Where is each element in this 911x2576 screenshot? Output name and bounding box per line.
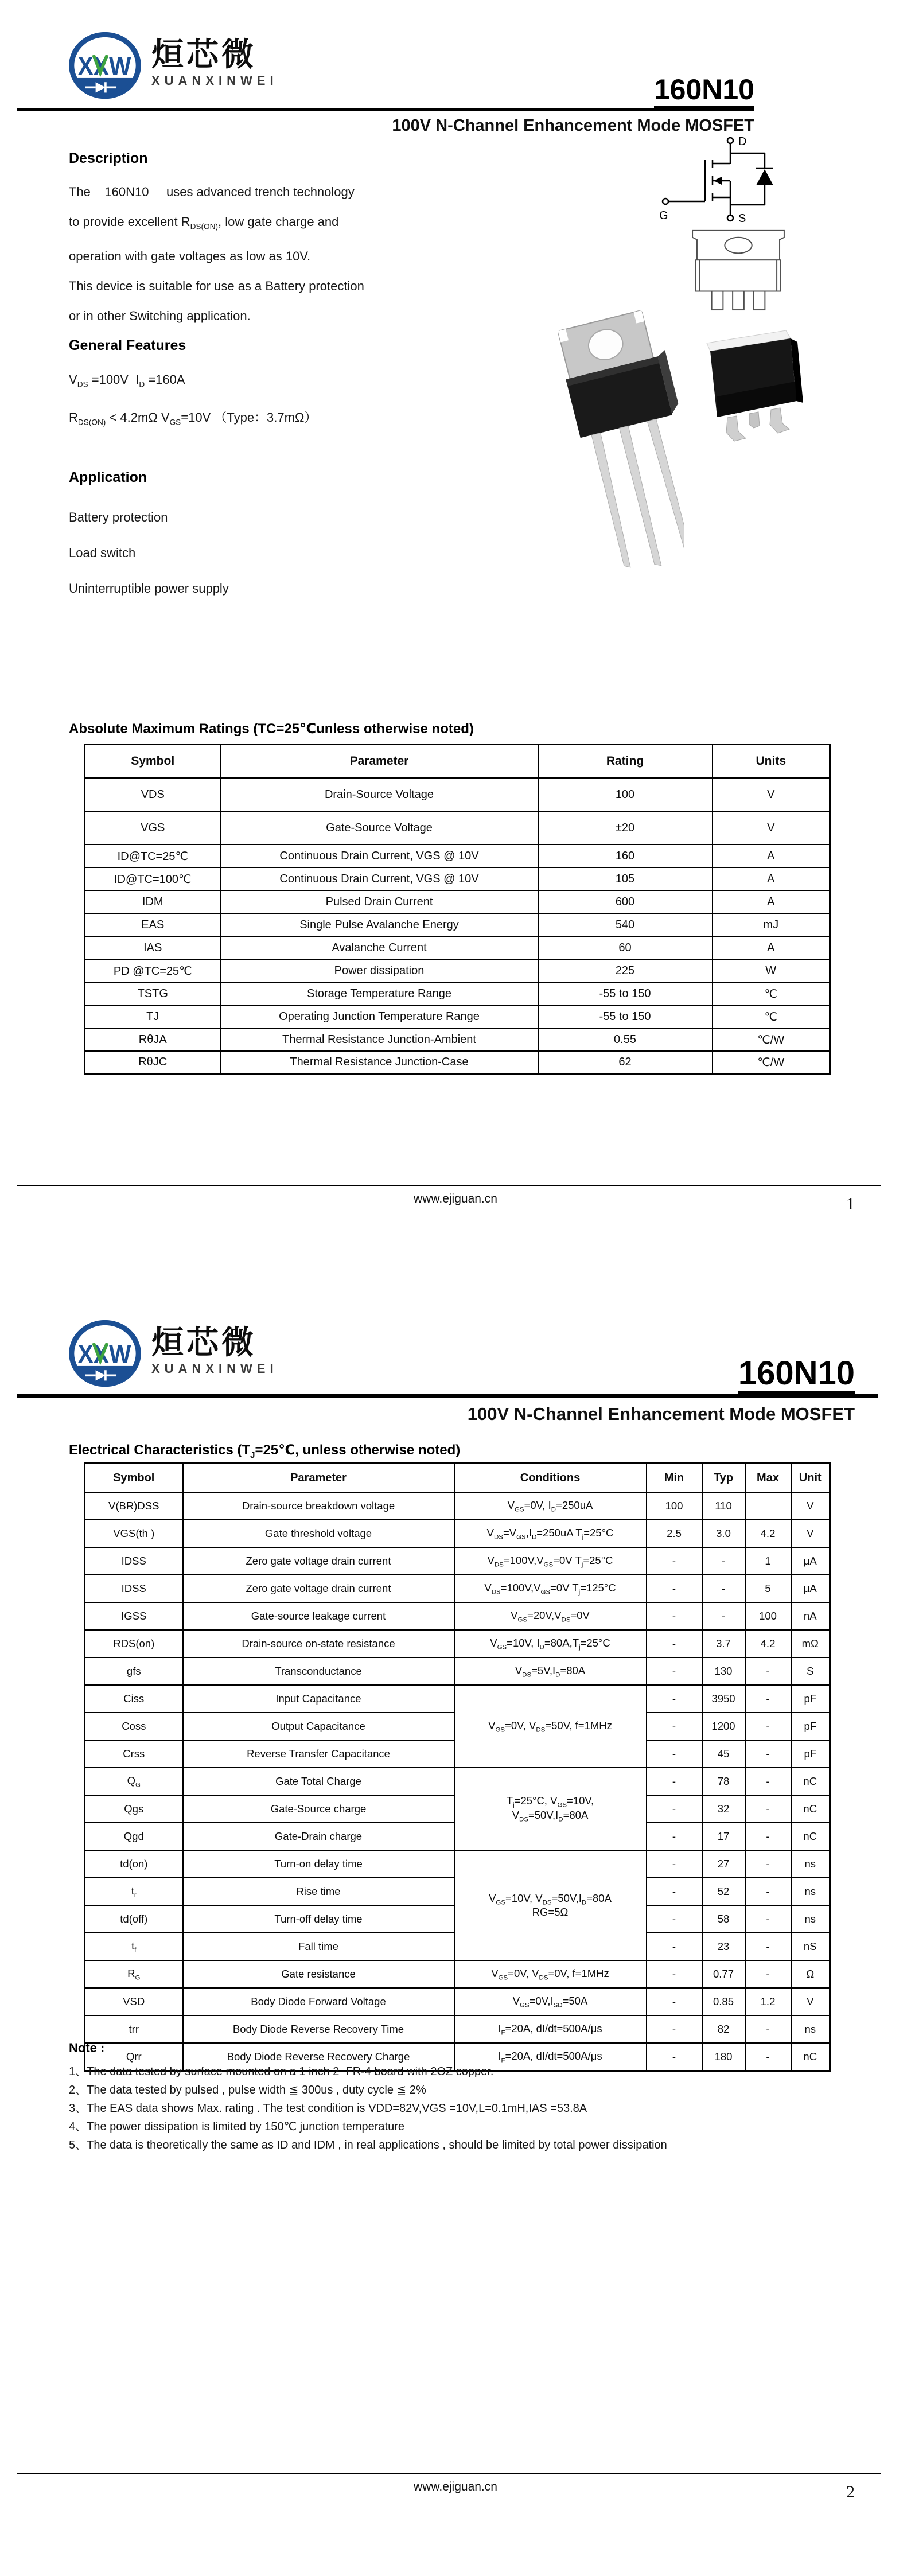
ec-symbol-cell: RDS(on) bbox=[85, 1630, 183, 1657]
ec-unit-cell: ns bbox=[791, 1905, 830, 1933]
ec-parameter-cell: Transconductance bbox=[183, 1657, 454, 1685]
note-item: 5、The data is theoretically the same as ID and IDM , in real applications , should be limited by total power dissipation bbox=[69, 2139, 667, 2151]
ec-row bbox=[85, 1988, 830, 2015]
ec-conditions-cell: $V_{GS}=0V$, $V_{DS}=0V$, f=1MHz bbox=[454, 1960, 647, 1988]
ec-unit-cell: V bbox=[791, 1988, 830, 2015]
amr-row bbox=[85, 867, 830, 890]
ec-row bbox=[85, 1630, 830, 1657]
ec-parameter-cell: Drain-source breakdown voltage bbox=[183, 1492, 454, 1520]
ec-conditions-cell: $V_{DS}=V_{GS},I_D=250uA$ $T_j=25^\circ C$ bbox=[454, 1520, 647, 1547]
amr-units-cell: A bbox=[713, 890, 830, 913]
amr-header-parameter: Parameter bbox=[221, 745, 538, 779]
application-body bbox=[69, 500, 562, 606]
amr-rating-cell: 0.55 bbox=[538, 1028, 713, 1051]
ec-conditions-cell: $V_{DS}=100V,V_{GS}=0V$ $T_j=25^\circ C$ bbox=[454, 1547, 647, 1575]
ec-unit-cell: ns bbox=[791, 2015, 830, 2043]
ec-symbol-cell: td(off) bbox=[85, 1905, 183, 1933]
to220-package-photo bbox=[550, 310, 684, 591]
ec-unit-cell: nA bbox=[791, 1602, 830, 1630]
ec-header-unit: Unit bbox=[791, 1464, 830, 1493]
amr-header-units: Units bbox=[713, 745, 830, 779]
header-rule bbox=[17, 108, 754, 111]
general-features-heading: General Features bbox=[69, 337, 186, 353]
description-body bbox=[69, 177, 562, 331]
ec-max-cell: - bbox=[745, 1713, 791, 1740]
body-diode-icon bbox=[756, 169, 773, 185]
feature-line: $R_{DS(ON)} < 4.2m\Omega$ $V_{GS}=10V$ （Type：3.7mΩ） bbox=[69, 410, 317, 427]
ec-min-cell: - bbox=[647, 1823, 702, 1850]
application-section bbox=[69, 469, 562, 606]
ec-row bbox=[85, 1575, 830, 1602]
amr-header-row bbox=[85, 745, 830, 779]
source-pin-label: S bbox=[738, 212, 746, 225]
amr-rating-cell: 160 bbox=[538, 845, 713, 867]
company-logo bbox=[64, 29, 278, 103]
ec-max-cell: - bbox=[745, 1905, 791, 1933]
ec-max-cell: - bbox=[745, 1768, 791, 1795]
ec-max-cell: - bbox=[745, 1960, 791, 1988]
gate-pin-label: G bbox=[659, 209, 668, 222]
amr-row bbox=[85, 811, 830, 845]
ec-min-cell: - bbox=[647, 1630, 702, 1657]
ec-typ-cell: 110 bbox=[702, 1492, 745, 1520]
ec-unit-cell: ns bbox=[791, 1878, 830, 1905]
ec-header-conditions: Conditions bbox=[454, 1464, 647, 1493]
ec-min-cell: - bbox=[647, 1905, 702, 1933]
amr-rating-cell: ±20 bbox=[538, 811, 713, 845]
ec-symbol-cell: td(on) bbox=[85, 1850, 183, 1878]
amr-rating-cell: 600 bbox=[538, 890, 713, 913]
brand-name-cn: 烜芯微 bbox=[151, 1324, 256, 1360]
ec-row bbox=[85, 1520, 830, 1547]
amr-parameter-cell: Gate-Source Voltage bbox=[221, 811, 538, 845]
amr-symbol-cell: ID@TC=25℃ bbox=[85, 845, 221, 867]
ec-symbol-cell: $t_f$ bbox=[85, 1933, 183, 1960]
ec-conditions-cell: $T_j=25^\circ C$, $V_{GS}=10V$, $V_{DS}=50V,I_D=80A$ bbox=[454, 1768, 647, 1850]
note-item: 1、The data tested by surface mounted on a 1 inch 2 FR-4 board with 2OZ copper. bbox=[69, 2065, 494, 2078]
ec-typ-cell: 58 bbox=[702, 1905, 745, 1933]
ec-min-cell: - bbox=[647, 1547, 702, 1575]
ec-min-cell: - bbox=[647, 1933, 702, 1960]
ec-min-cell: 100 bbox=[647, 1492, 702, 1520]
amr-row bbox=[85, 913, 830, 936]
ec-max-cell: - bbox=[745, 1795, 791, 1823]
ec-conditions-cell: $V_{GS}=0V$, $V_{DS}=50V$, f=1MHz bbox=[454, 1685, 647, 1768]
notes-list bbox=[69, 2063, 872, 2154]
amr-units-cell: W bbox=[713, 959, 830, 982]
brand-name-en: XUANXINWEI bbox=[151, 1361, 278, 1376]
ec-symbol-cell: Ciss bbox=[85, 1685, 183, 1713]
ec-symbol-cell: Crss bbox=[85, 1740, 183, 1768]
amr-table-title: Absolute Maximum Ratings (TC=25℃unless otherwise noted) bbox=[69, 721, 474, 737]
ec-max-cell: 1.2 bbox=[745, 1988, 791, 2015]
ec-typ-cell: 78 bbox=[702, 1768, 745, 1795]
ec-min-cell: - bbox=[647, 1850, 702, 1878]
amr-rating-cell: 60 bbox=[538, 936, 713, 959]
ec-row bbox=[85, 2015, 830, 2043]
amr-rating-cell: -55 to 150 bbox=[538, 982, 713, 1005]
ec-min-cell: - bbox=[647, 1740, 702, 1768]
ec-conditions-cell: $V_{DS}=100V,V_{GS}=0V$ $T_j=125^\circ C$ bbox=[454, 1575, 647, 1602]
ec-typ-cell: 82 bbox=[702, 2015, 745, 2043]
amr-parameter-cell: Thermal Resistance Junction-Ambient bbox=[221, 1028, 538, 1051]
ec-unit-cell: μA bbox=[791, 1547, 830, 1575]
brand-name-cn: 烜芯微 bbox=[151, 36, 256, 72]
ec-unit-cell: V bbox=[791, 1492, 830, 1520]
amr-units-cell: V bbox=[713, 778, 830, 811]
amr-parameter-cell: Pulsed Drain Current bbox=[221, 890, 538, 913]
description-line: operation with gate voltages as low as 10V. bbox=[69, 249, 311, 264]
amr-parameter-cell: Single Pulse Avalanche Energy bbox=[221, 913, 538, 936]
ec-parameter-cell: Gate Total Charge bbox=[183, 1768, 454, 1795]
brand-text bbox=[151, 1325, 278, 1376]
ec-unit-cell: Ω bbox=[791, 1960, 830, 1988]
amr-parameter-cell: Storage Temperature Range bbox=[221, 982, 538, 1005]
ec-parameter-cell: Body Diode Reverse Recovery Charge bbox=[183, 2043, 454, 2071]
ec-typ-cell: 180 bbox=[702, 2043, 745, 2071]
brand-name-en: XUANXINWEI bbox=[151, 73, 278, 88]
amr-units-cell: ℃ bbox=[713, 982, 830, 1005]
ec-table-title: Electrical Characteristics ($T_J=25℃$, unless otherwise noted) bbox=[69, 1442, 461, 1460]
feature-line: $V_{DS} =100V$ $I_D =160A$ bbox=[69, 372, 185, 389]
ec-max-cell: - bbox=[745, 1850, 791, 1878]
ec-max-cell: - bbox=[745, 1823, 791, 1850]
device-subtitle: 100V N-Channel Enhancement Mode MOSFET bbox=[392, 116, 754, 135]
ec-max-cell: 4.2 bbox=[745, 1520, 791, 1547]
ec-symbol-cell: IGSS bbox=[85, 1602, 183, 1630]
amr-row bbox=[85, 936, 830, 959]
ec-symbol-cell: Qgd bbox=[85, 1823, 183, 1850]
ec-symbol-cell: Coss bbox=[85, 1713, 183, 1740]
ec-parameter-cell: Body Diode Forward Voltage bbox=[183, 1988, 454, 2015]
ec-typ-cell: 45 bbox=[702, 1740, 745, 1768]
ec-conditions-cell: $V_{DS}=5V,I_D=80A$ bbox=[454, 1657, 647, 1685]
ec-unit-cell: pF bbox=[791, 1685, 830, 1713]
ec-typ-cell: 1200 bbox=[702, 1713, 745, 1740]
amr-parameter-cell: Continuous Drain Current, VGS @ 10V bbox=[221, 867, 538, 890]
ec-unit-cell: nC bbox=[791, 1768, 830, 1795]
ec-typ-cell: 52 bbox=[702, 1878, 745, 1905]
amr-parameter-cell: Continuous Drain Current, VGS @ 10V bbox=[221, 845, 538, 867]
page-number: 1 bbox=[846, 1194, 855, 1213]
ec-typ-cell: 27 bbox=[702, 1850, 745, 1878]
to263-package-photo bbox=[694, 317, 806, 472]
drain-pin-label: D bbox=[738, 135, 747, 148]
amr-units-cell: ℃/W bbox=[713, 1028, 830, 1051]
ec-typ-cell: 3.0 bbox=[702, 1520, 745, 1547]
footer-rule bbox=[17, 1185, 881, 1186]
amr-rating-cell: 540 bbox=[538, 913, 713, 936]
page-number: 2 bbox=[846, 2482, 855, 2501]
ec-unit-cell: nC bbox=[791, 1823, 830, 1850]
ec-min-cell: - bbox=[647, 1768, 702, 1795]
ec-conditions-cell: $V_{GS}=0V$, $I_D=250uA$ bbox=[454, 1492, 647, 1520]
amr-header-symbol: Symbol bbox=[85, 745, 221, 779]
amr-symbol-cell: EAS bbox=[85, 913, 221, 936]
ec-typ-cell: 23 bbox=[702, 1933, 745, 1960]
ec-max-cell: - bbox=[745, 1685, 791, 1713]
ec-unit-cell: pF bbox=[791, 1713, 830, 1740]
amr-symbol-cell: RθJC bbox=[85, 1051, 221, 1074]
amr-row bbox=[85, 778, 830, 811]
amr-parameter-cell: Thermal Resistance Junction-Case bbox=[221, 1051, 538, 1074]
general-features-section bbox=[69, 337, 562, 439]
ec-parameter-cell: Rise time bbox=[183, 1878, 454, 1905]
note-item: 3、The EAS data shows Max. rating . The test condition is VDD=82V,VGS =10V,L=0.1mH,IAS =53.8A bbox=[69, 2102, 587, 2115]
amr-row bbox=[85, 982, 830, 1005]
ec-row bbox=[85, 1960, 830, 1988]
xxw-diode-logo-icon bbox=[64, 1317, 146, 1391]
company-logo bbox=[64, 1317, 278, 1391]
ec-unit-cell: S bbox=[791, 1657, 830, 1685]
header-rule bbox=[17, 1394, 878, 1398]
ec-row bbox=[85, 1657, 830, 1685]
ec-row bbox=[85, 1492, 830, 1520]
ec-symbol-cell: $Q_G$ bbox=[85, 1768, 183, 1795]
application-line: Load switch bbox=[69, 546, 136, 560]
ec-parameter-cell: Gate resistance bbox=[183, 1960, 454, 1988]
ec-min-cell: - bbox=[647, 1988, 702, 2015]
ec-parameter-cell: Gate-Drain charge bbox=[183, 1823, 454, 1850]
ec-unit-cell: pF bbox=[791, 1740, 830, 1768]
ec-symbol-cell: Qgs bbox=[85, 1795, 183, 1823]
ec-symbol-cell: V(BR)DSS bbox=[85, 1492, 183, 1520]
amr-row bbox=[85, 1005, 830, 1028]
ec-conditions-cell: $V_{GS}=20V,V_{DS}=0V$ bbox=[454, 1602, 647, 1630]
ec-max-cell: 5 bbox=[745, 1575, 791, 1602]
ec-symbol-cell: IDSS bbox=[85, 1575, 183, 1602]
ec-symbol-cell: trr bbox=[85, 2015, 183, 2043]
ec-unit-cell: μA bbox=[791, 1575, 830, 1602]
ec-parameter-cell: Gate-source leakage current bbox=[183, 1602, 454, 1630]
ec-symbol-cell: $t_r$ bbox=[85, 1878, 183, 1905]
electrical-characteristics-table bbox=[84, 1462, 831, 2072]
amr-units-cell: ℃/W bbox=[713, 1051, 830, 1074]
ec-typ-cell: 130 bbox=[702, 1657, 745, 1685]
ec-unit-cell: V bbox=[791, 1520, 830, 1547]
ec-max-cell: - bbox=[745, 2043, 791, 2071]
ec-min-cell: - bbox=[647, 1960, 702, 1988]
amr-units-cell: mJ bbox=[713, 913, 830, 936]
part-number: 160N10 bbox=[654, 75, 754, 109]
amr-symbol-cell: VGS bbox=[85, 811, 221, 845]
ec-unit-cell: mΩ bbox=[791, 1630, 830, 1657]
ec-min-cell: - bbox=[647, 1713, 702, 1740]
ec-conditions-cell: $V_{GS}=10V$, $V_{DS}=50V,I_D=80A$ RG=5Ω bbox=[454, 1850, 647, 1960]
ec-typ-cell: 17 bbox=[702, 1823, 745, 1850]
amr-symbol-cell: RθJA bbox=[85, 1028, 221, 1051]
footer-url: www.ejiguan.cn bbox=[414, 1192, 497, 1205]
ec-header-max: Max bbox=[745, 1464, 791, 1493]
application-heading: Application bbox=[69, 469, 147, 485]
description-line: This device is suitable for use as a Battery protection bbox=[69, 279, 364, 294]
ec-parameter-cell: Zero gate voltage drain current bbox=[183, 1547, 454, 1575]
ec-min-cell: - bbox=[647, 1878, 702, 1905]
notes-section bbox=[69, 2041, 872, 2154]
ec-conditions-cell: $V_{GS}=10V$, $I_D=80A,T_j=25^\circ C$ bbox=[454, 1630, 647, 1657]
description-line: or in other Switching application. bbox=[69, 309, 251, 324]
general-features-body bbox=[69, 363, 562, 439]
ec-row bbox=[85, 1685, 830, 1713]
ec-min-cell: - bbox=[647, 1575, 702, 1602]
ec-parameter-cell: Zero gate voltage drain current bbox=[183, 1575, 454, 1602]
ec-parameter-cell: Drain-source on-state resistance bbox=[183, 1630, 454, 1657]
ec-header-row bbox=[85, 1464, 830, 1493]
ec-min-cell: - bbox=[647, 1685, 702, 1713]
ec-max-cell: 1 bbox=[745, 1547, 791, 1575]
ec-row bbox=[85, 1602, 830, 1630]
amr-row bbox=[85, 1051, 830, 1074]
amr-rating-cell: 105 bbox=[538, 867, 713, 890]
amr-header-rating: Rating bbox=[538, 745, 713, 779]
ec-symbol-cell: gfs bbox=[85, 1657, 183, 1685]
device-subtitle: 100V N-Channel Enhancement Mode MOSFET bbox=[467, 1404, 855, 1424]
amr-units-cell: A bbox=[713, 845, 830, 867]
description-section bbox=[69, 150, 562, 331]
ec-min-cell: 2.5 bbox=[647, 1520, 702, 1547]
amr-rating-cell: -55 to 150 bbox=[538, 1005, 713, 1028]
ec-max-cell: - bbox=[745, 1933, 791, 1960]
amr-row bbox=[85, 890, 830, 913]
ec-unit-cell: nC bbox=[791, 1795, 830, 1823]
notes-heading: Note : bbox=[69, 2041, 105, 2055]
ec-typ-cell: 3950 bbox=[702, 1685, 745, 1713]
amr-symbol-cell: IAS bbox=[85, 936, 221, 959]
application-line: Uninterruptible power supply bbox=[69, 581, 229, 596]
description-heading: Description bbox=[69, 150, 148, 166]
amr-rating-cell: 100 bbox=[538, 778, 713, 811]
ec-max-cell: - bbox=[745, 1740, 791, 1768]
part-number: 160N10 bbox=[738, 1357, 855, 1395]
datasheet-page-2 bbox=[0, 1288, 911, 2576]
ec-typ-cell: - bbox=[702, 1575, 745, 1602]
ec-min-cell: - bbox=[647, 1602, 702, 1630]
ec-row bbox=[85, 1850, 830, 1878]
note-item: 2、The data tested by pulsed , pulse width ≦ 300us , duty cycle ≦ 2% bbox=[69, 2084, 426, 2096]
ec-max-cell: 4.2 bbox=[745, 1630, 791, 1657]
ec-parameter-cell: Fall time bbox=[183, 1933, 454, 1960]
ec-header-min: Min bbox=[647, 1464, 702, 1493]
amr-row bbox=[85, 845, 830, 867]
ec-typ-cell: - bbox=[702, 1547, 745, 1575]
ec-parameter-cell: Body Diode Reverse Recovery Time bbox=[183, 2015, 454, 2043]
ec-typ-cell: 3.7 bbox=[702, 1630, 745, 1657]
ec-typ-cell: 32 bbox=[702, 1795, 745, 1823]
ec-parameter-cell: Turn-off delay time bbox=[183, 1905, 454, 1933]
ec-max-cell: - bbox=[745, 1878, 791, 1905]
footer-url: www.ejiguan.cn bbox=[414, 2480, 497, 2493]
amr-symbol-cell: ID@TC=100℃ bbox=[85, 867, 221, 890]
ec-typ-cell: - bbox=[702, 1602, 745, 1630]
application-line: Battery protection bbox=[69, 510, 168, 524]
amr-parameter-cell: Power dissipation bbox=[221, 959, 538, 982]
xxw-diode-logo-icon bbox=[64, 29, 146, 103]
amr-units-cell: A bbox=[713, 936, 830, 959]
ec-max-cell bbox=[745, 1492, 791, 1520]
ec-row bbox=[85, 1547, 830, 1575]
ec-symbol-cell: VGS(th ) bbox=[85, 1520, 183, 1547]
ec-min-cell: - bbox=[647, 1657, 702, 1685]
footer-rule bbox=[17, 2473, 881, 2474]
ec-typ-cell: 0.85 bbox=[702, 1988, 745, 2015]
ec-parameter-cell: Output Capacitance bbox=[183, 1713, 454, 1740]
ec-max-cell: 100 bbox=[745, 1602, 791, 1630]
ec-symbol-cell: Qrr bbox=[85, 2043, 183, 2071]
amr-symbol-cell: TSTG bbox=[85, 982, 221, 1005]
mosfet-symbol-diagram bbox=[657, 135, 792, 227]
amr-rating-cell: 62 bbox=[538, 1051, 713, 1074]
ec-parameter-cell: Gate-Source charge bbox=[183, 1795, 454, 1823]
ec-unit-cell: ns bbox=[791, 1850, 830, 1878]
channel-arrow-icon bbox=[714, 177, 722, 185]
ec-symbol-cell: $R_G$ bbox=[85, 1960, 183, 1988]
ec-max-cell: - bbox=[745, 2015, 791, 2043]
ec-conditions-cell: $I_F=20A$, dI/dt=500A/μs bbox=[454, 2043, 647, 2071]
package-outline-drawing bbox=[684, 227, 792, 312]
amr-parameter-cell: Drain-Source Voltage bbox=[221, 778, 538, 811]
ec-parameter-cell: Turn-on delay time bbox=[183, 1850, 454, 1878]
ec-parameter-cell: Input Capacitance bbox=[183, 1685, 454, 1713]
ec-symbol-cell: VSD bbox=[85, 1988, 183, 2015]
amr-rating-cell: 225 bbox=[538, 959, 713, 982]
note-item: 4、The power dissipation is limited by 150℃ junction temperature bbox=[69, 2120, 404, 2133]
amr-symbol-cell: PD @TC=25℃ bbox=[85, 959, 221, 982]
description-line: The 160N10 uses advanced trench technology bbox=[69, 185, 355, 199]
ec-unit-cell: nC bbox=[791, 2043, 830, 2071]
ec-conditions-cell: $V_{GS}=0V,I_{SD}=50A$ bbox=[454, 1988, 647, 2015]
ec-min-cell: - bbox=[647, 2043, 702, 2071]
ec-max-cell: - bbox=[745, 1657, 791, 1685]
ec-parameter-cell: Reverse Transfer Capacitance bbox=[183, 1740, 454, 1768]
amr-units-cell: ℃ bbox=[713, 1005, 830, 1028]
ec-row bbox=[85, 1768, 830, 1795]
ec-header-typ: Typ bbox=[702, 1464, 745, 1493]
amr-parameter-cell: Operating Junction Temperature Range bbox=[221, 1005, 538, 1028]
amr-units-cell: V bbox=[713, 811, 830, 845]
amr-symbol-cell: VDS bbox=[85, 778, 221, 811]
amr-symbol-cell: IDM bbox=[85, 890, 221, 913]
amr-units-cell: A bbox=[713, 867, 830, 890]
ec-typ-cell: 0.77 bbox=[702, 1960, 745, 1988]
ec-min-cell: - bbox=[647, 1795, 702, 1823]
amr-row bbox=[85, 959, 830, 982]
ec-conditions-cell: $I_F=20A$, dI/dt=500A/μs bbox=[454, 2015, 647, 2043]
ec-parameter-cell: Gate threshold voltage bbox=[183, 1520, 454, 1547]
ec-header-symbol: Symbol bbox=[85, 1464, 183, 1493]
ec-header-parameter: Parameter bbox=[183, 1464, 454, 1493]
ec-symbol-cell: IDSS bbox=[85, 1547, 183, 1575]
ec-unit-cell: nS bbox=[791, 1933, 830, 1960]
amr-parameter-cell: Avalanche Current bbox=[221, 936, 538, 959]
amr-row bbox=[85, 1028, 830, 1051]
brand-text bbox=[151, 37, 278, 88]
description-line: to provide excellent $R_{DS(ON)}$, low gate charge and bbox=[69, 215, 339, 231]
absolute-maximum-ratings-table bbox=[84, 744, 831, 1075]
ec-min-cell: - bbox=[647, 2015, 702, 2043]
amr-symbol-cell: TJ bbox=[85, 1005, 221, 1028]
